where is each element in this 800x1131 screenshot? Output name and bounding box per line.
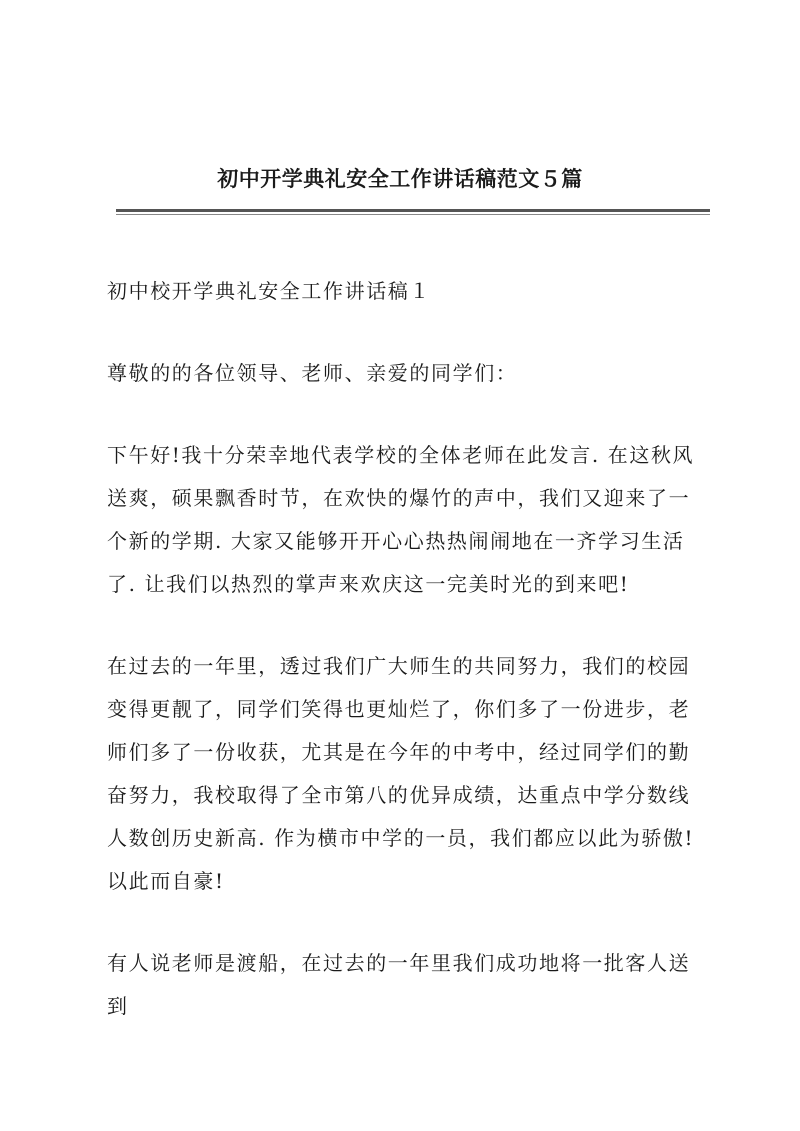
section-heading: 初中校开学典礼安全工作讲话稿１ [107, 279, 431, 303]
paragraph: 在过去的一年里，透过我们广大师生的共同努力，我们的校园变得更靓了，同学们笑得也更灿烂了，你们多了一份进步，老师们多了一份收获，尤其是在今年的中考中，经过同学们的勤奋努力，我校取得了全市第八的优异成绩，达重点中学分数线人数创历史新高. 作为横市中学的一员，我们都应以此为骄傲!以此而自豪! [107, 654, 695, 893]
title-divider [116, 209, 710, 212]
paragraph: 有人说老师是渡船，在过去的一年里我们成功地将一批客人送到 [107, 951, 691, 1018]
document-title: 初中开学典礼安全工作讲话稿范文５篇 [217, 166, 583, 191]
greeting-line: 尊敬的的各位领导、老师、亲爱的同学们： [107, 361, 518, 385]
title-divider-thin [116, 214, 710, 215]
paragraph: 下午好!我十分荣幸地代表学校的全体老师在此发言. 在这秋风送爽，硕果飘香时节，在欢快的爆竹的声中，我们又迎来了一个新的学期. 大家又能够开开心心热热闹闹地在一齐学习生活了. 让我们以热烈的掌声来欢庆这一完美时光的到来吧! [107, 443, 695, 596]
